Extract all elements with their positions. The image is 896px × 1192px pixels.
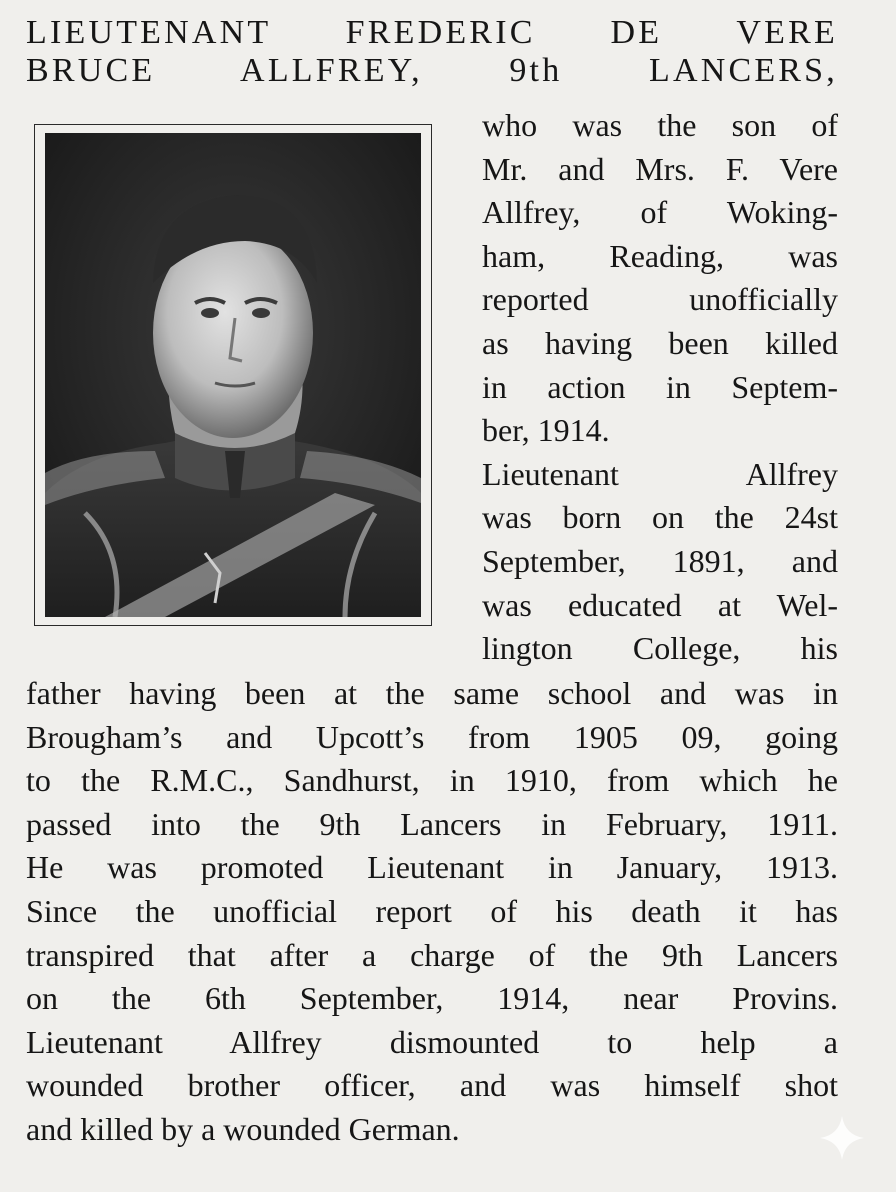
side-line: as having been killed	[482, 324, 838, 361]
portrait-photograph	[45, 133, 421, 617]
memorial-page	[26, 14, 838, 90]
side-line: who was the son of	[482, 107, 838, 143]
body-line: passed into the 9th Lancers in February, 1911.	[26, 805, 838, 842]
body-line: He was promoted Lieutenant in January, 1913.	[26, 849, 838, 886]
body-paragraph	[26, 672, 838, 1152]
side-line: ber, 1914.	[482, 412, 610, 449]
body-line: father having been at the same school and was in	[26, 675, 838, 711]
sparkle-icon	[818, 1114, 866, 1162]
body-line: and killed by a wounded German.	[26, 1110, 460, 1147]
side-line: lington College, his	[482, 630, 838, 667]
side-line: was educated at Wel-	[482, 586, 838, 623]
body-line: to the R.M.C., Sandhurst, in 1910, from which he	[26, 762, 838, 799]
heading-line-1: LIEUTENANT FREDERIC DE VERE	[26, 14, 838, 51]
body-line: Since the unofficial report of his death it has	[26, 892, 838, 929]
side-column-text	[482, 104, 838, 671]
photo-frame	[34, 124, 432, 626]
side-line: reported unofficially	[482, 281, 838, 318]
side-line: Lieutenant Allfrey	[482, 455, 838, 492]
body-line: Lieutenant Allfrey dismounted to help a	[26, 1023, 838, 1060]
body-line: Brougham’s and Upcott’s from 1905 09, going	[26, 718, 838, 755]
body-line: wounded brother officer, and was himself shot	[26, 1067, 838, 1104]
heading-line-2: BRUCE ALLFREY, 9th LANCERS,	[26, 52, 838, 89]
side-line: September, 1891, and	[482, 542, 838, 579]
side-line: was born on the 24st	[482, 499, 838, 536]
side-line: Mr. and Mrs. F. Vere	[482, 150, 838, 187]
body-line: on the 6th September, 1914, near Provins.	[26, 980, 838, 1017]
body-line: transpired that after a charge of the 9th Lancers	[26, 936, 838, 973]
side-line: ham, Reading, was	[482, 237, 838, 274]
page-heading	[26, 14, 838, 90]
side-line: in action in Septem-	[482, 368, 838, 405]
side-line: Allfrey, of Woking-	[482, 194, 838, 231]
